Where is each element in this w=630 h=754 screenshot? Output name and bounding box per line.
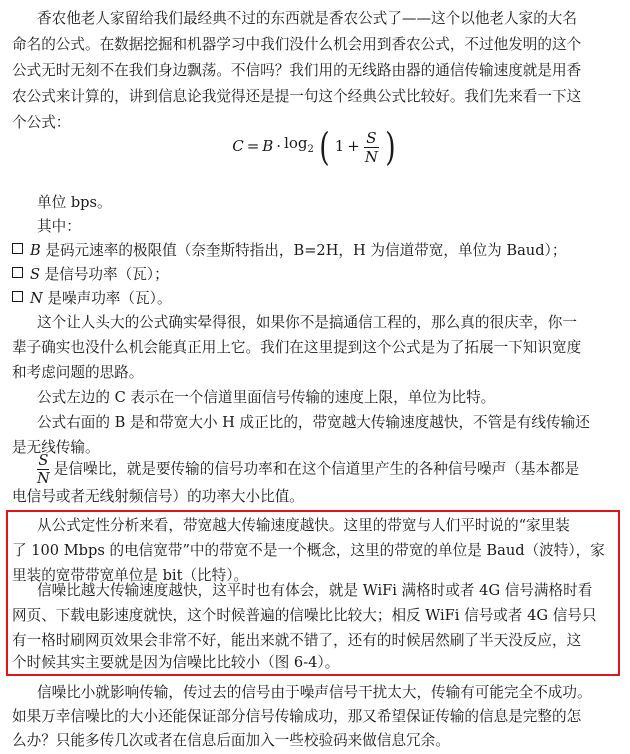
boxed-p1-line-1: 从公式定性分析来看，带宽越大传输速度越快。这里的带宽与人们平时说的“家里装 bbox=[37, 517, 570, 534]
headache-line-1: 这个让人头大的公式确实晕得很，如果你不是搞通信工程的，那么真的很庆幸，你一 bbox=[37, 314, 577, 331]
right-side-line-2: 是无线传输。 bbox=[12, 439, 100, 456]
formula-left-paren: ( bbox=[319, 125, 330, 169]
closing-line-1: 信噪比小就影响传输，传过去的信号由于噪声信号干扰太大，传输有可能完全不成功。 bbox=[37, 684, 592, 701]
formula-snr-fraction bbox=[363, 129, 380, 166]
bullet-item bbox=[12, 262, 169, 288]
formula-noise-symbol: N bbox=[364, 147, 378, 166]
bullet-text: 是码元速率的极限值（奈奎斯特指出，B=2H，H 为信道带宽，单位为 Baud）； bbox=[40, 242, 567, 259]
closing-line-3: 么办？只能多传几次或者在信息后面加入一些校验码来做信息冗余。 bbox=[12, 732, 450, 749]
intro-line-5: 个公式： bbox=[12, 114, 71, 131]
checkbox-bullet-icon bbox=[12, 291, 23, 302]
bullet-item bbox=[12, 238, 566, 264]
checkbox-bullet-icon bbox=[12, 267, 23, 278]
snr-line-2: 电信号或者无线射频信号）的功率大小比值。 bbox=[12, 488, 304, 505]
closing-line-2: 如果万幸信噪比的大小还能保证部分信号传输成功，那又希望保证传输的信息是完整的怎 bbox=[12, 708, 582, 725]
intro-line-3: 公式无时无刻不在我们身边飘荡。不信吗？我们用的无线路由器的通信传输速度就是用香 bbox=[12, 62, 582, 79]
right-side-line-1: 公式右面的 B 是和带宽大小 H 成正比的，带宽越大传输速度越快，不管是有线传输还 bbox=[37, 414, 590, 431]
where-line: 其中： bbox=[37, 218, 81, 235]
intro-line-4: 农公式来计算的，讲到信息论我觉得还是提一句这个经典公式比较好。我们先来看一下这 bbox=[12, 88, 582, 105]
formula-equals: = bbox=[246, 137, 260, 156]
headache-line-2: 辈子确实也没什么机会能真正用上它。我们在这里提到这个公式是为了拓展一下知识宽度 bbox=[12, 339, 582, 356]
unit-line: 单位 bps。 bbox=[37, 194, 112, 211]
left-side-paragraph: 公式左边的 C 表示在一个信道里面信号传输的速度上限，单位为比特。 bbox=[37, 389, 496, 406]
boxed-p1-line-3: 里装的宽带带宽单位是 bit（比特）。 bbox=[12, 567, 249, 584]
intro-line-1: 香农他老人家留给我们最经典不过的东西就是香农公式了——这个以他老人家的大名 bbox=[37, 10, 577, 27]
formula-log: $\log_2$ bbox=[284, 134, 314, 156]
intro-line-2: 命名的公式。在数据挖掘和机器学习中我们没什么机会用到香农公式，不过他发明的这个 bbox=[12, 36, 582, 53]
formula-capacity-symbol: C bbox=[232, 137, 244, 156]
bullet-variable: S bbox=[30, 266, 40, 283]
snr-noise-symbol: N bbox=[37, 470, 50, 487]
snr-line-1-text: 是信噪比，就是要传输的信号功率和在这个信道里产生的各种信号噪声（基本都是 bbox=[53, 460, 580, 478]
boxed-p1-line-2: 了 100 Mbps 的电信宽带”中的带宽不是一个概念，这里的带宽的单位是 Baud（波特），家 bbox=[12, 542, 605, 559]
checkbox-bullet-icon bbox=[12, 243, 23, 254]
formula-right-paren: ) bbox=[385, 125, 396, 169]
formula-bandwidth-symbol: B bbox=[262, 137, 274, 156]
formula-plus: + bbox=[347, 137, 360, 156]
bullet-variable: B bbox=[30, 242, 41, 259]
headache-line-3: 和考虑问题的思路。 bbox=[12, 364, 144, 381]
snr-fraction bbox=[37, 452, 50, 487]
boxed-p2-line-4: 个时候其实主要就是因为信噪比比较小（图 6-4）。 bbox=[12, 654, 340, 671]
formula-dot: · bbox=[276, 137, 282, 156]
bullet-variable: N bbox=[30, 290, 43, 307]
bullet-item bbox=[12, 286, 171, 312]
formula-log-base: 2 bbox=[307, 144, 314, 156]
shannon-formula bbox=[0, 125, 630, 176]
boxed-p2-line-2: 网页、下载电影速度就快，这个时候普遍的信噪比比较大；相反 WiFi 信号或者 4G 信号只 bbox=[12, 607, 597, 624]
bullet-text: 是噪声功率（瓦）。 bbox=[42, 290, 172, 307]
snr-signal-symbol: S bbox=[38, 452, 49, 469]
boxed-p2-line-3: 有一格时刷网页效果会非常不好，能出来就不错了，还有的时候居然刷了半天没反应，这 bbox=[12, 632, 582, 649]
snr-line-1 bbox=[37, 452, 579, 487]
boxed-p2-line-1-text: 信噪比越大传输速度越快，这平时也有体会，就是 WiFi 满格时或者 4G 信号满格时看 bbox=[37, 582, 593, 599]
bullet-text: 是信号功率（瓦）； bbox=[40, 266, 169, 283]
formula-signal-symbol: S bbox=[366, 128, 377, 147]
formula-one: 1 bbox=[334, 137, 345, 156]
